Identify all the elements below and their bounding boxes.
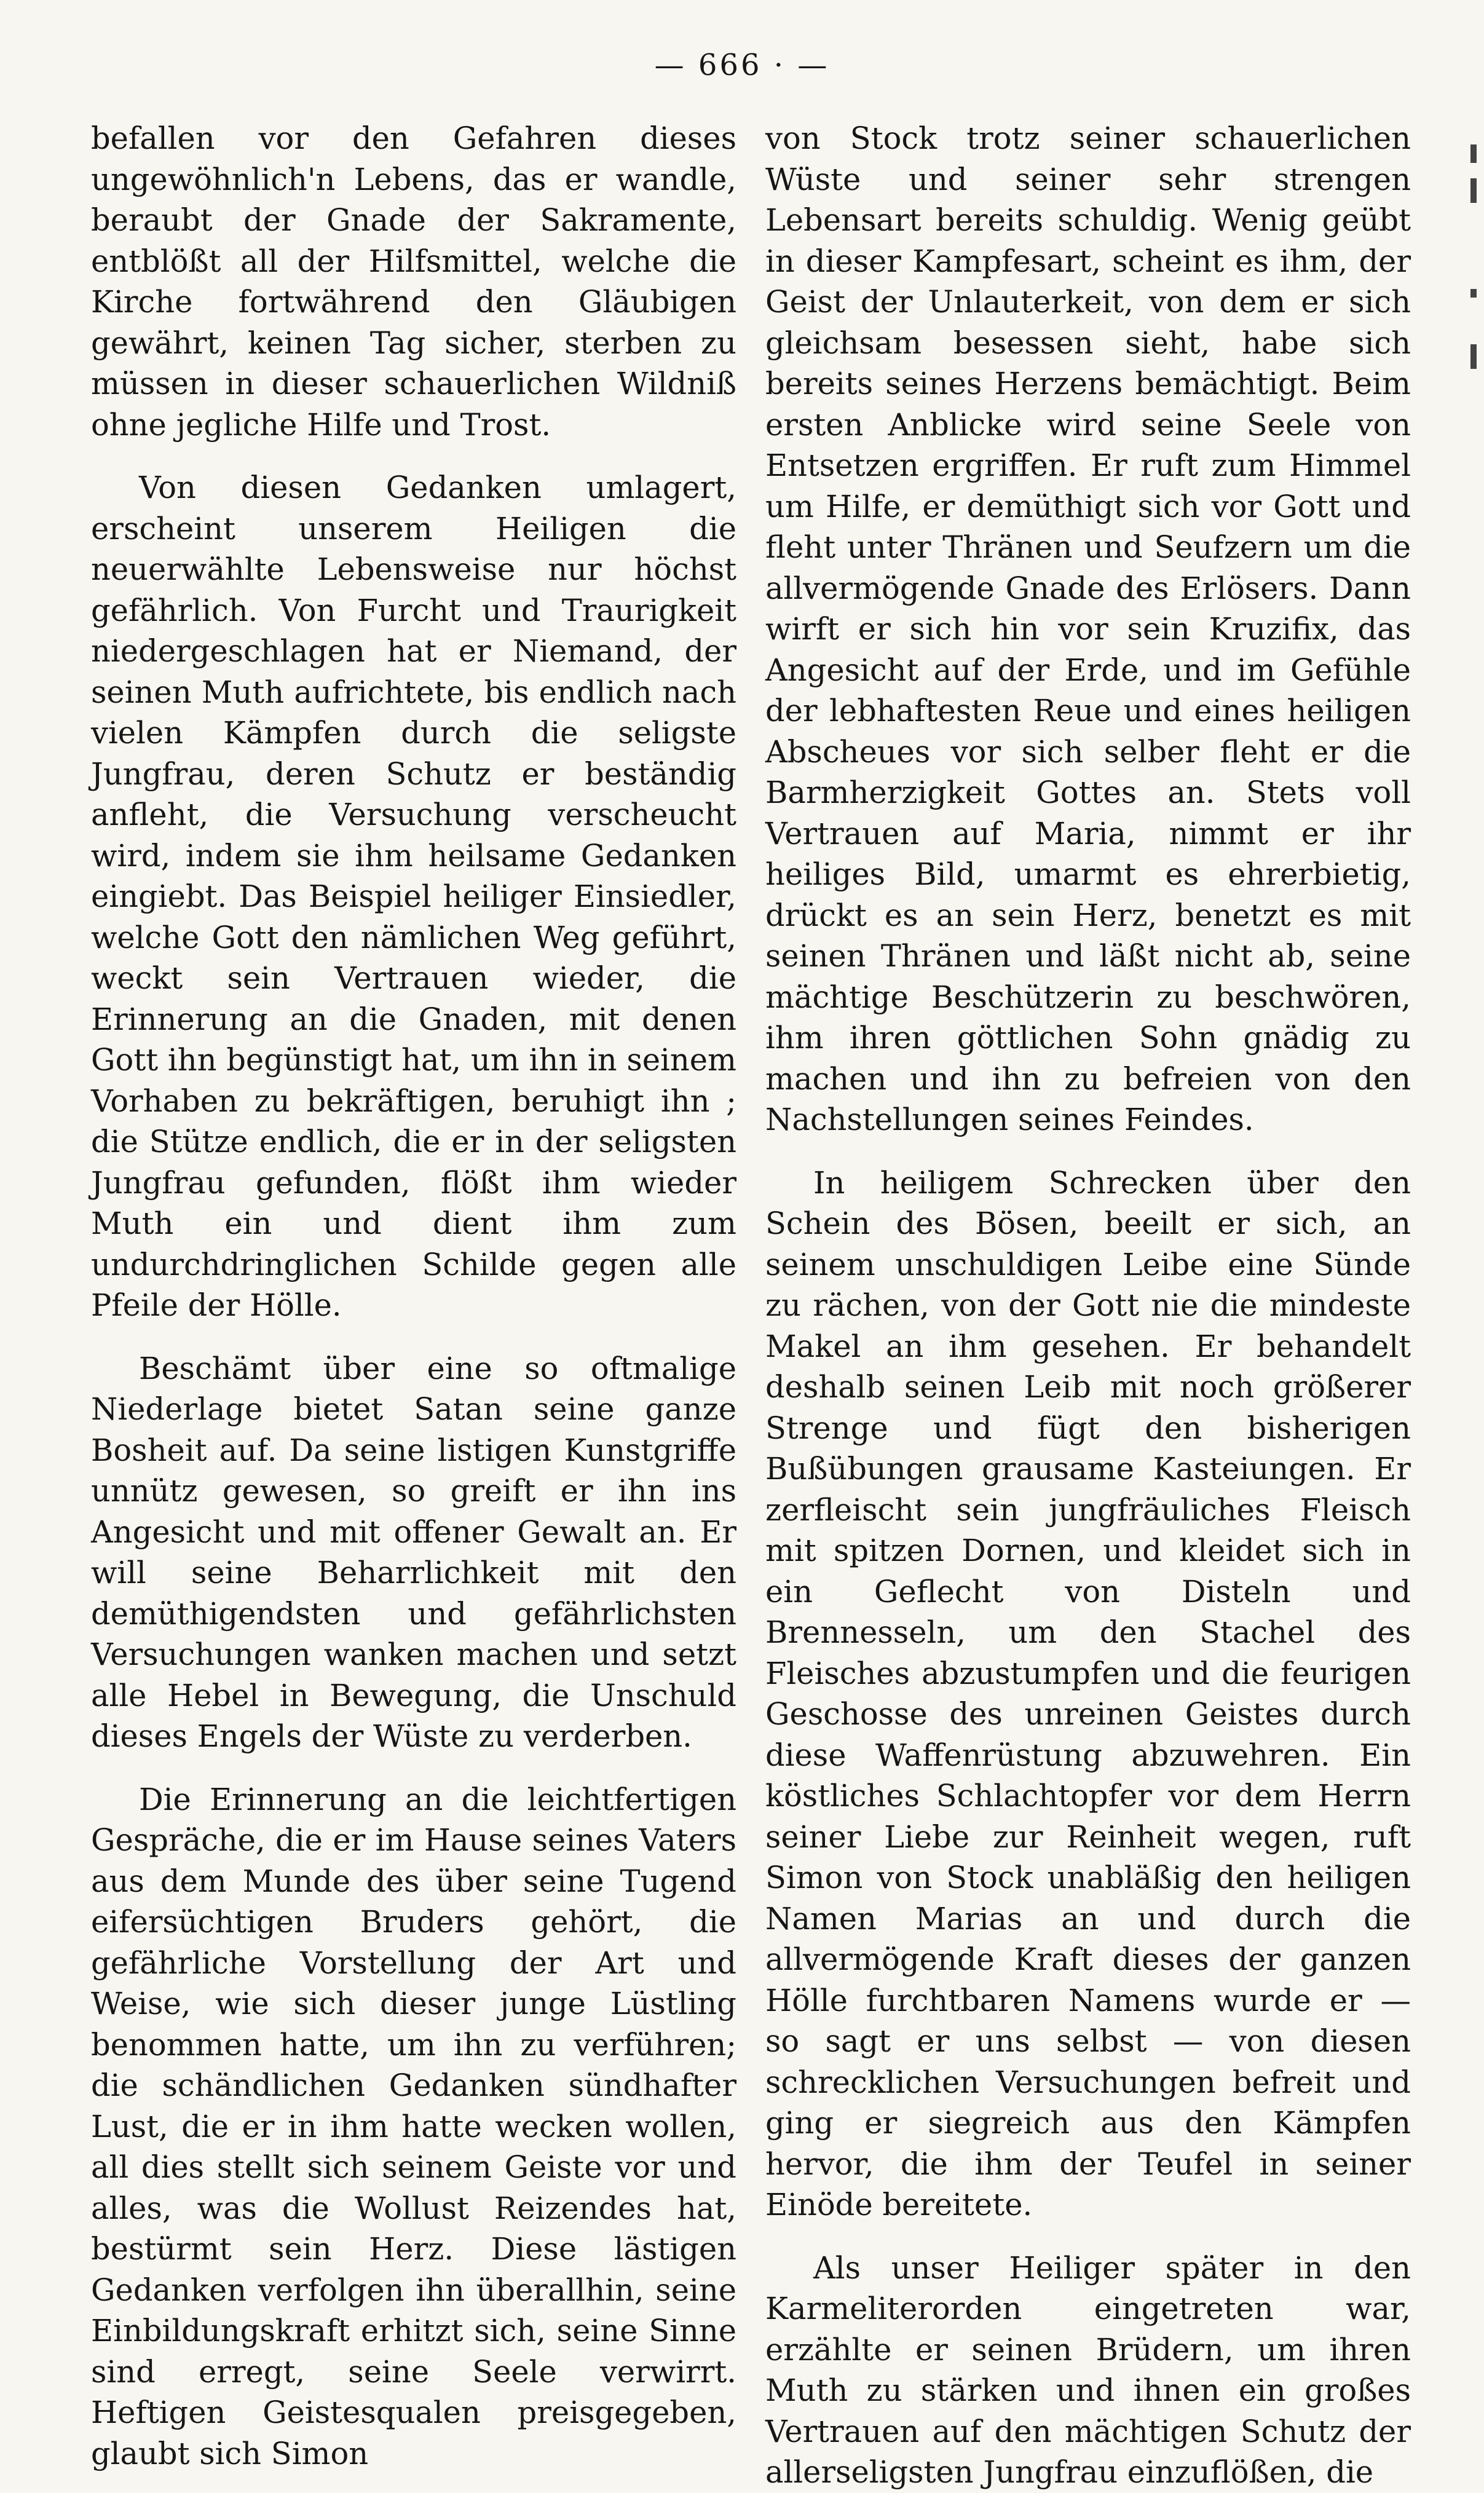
- right-paragraph-1: von Stock trotz seiner schauerlichen Wüste und seiner sehr strengen Lebensart bereits schuldig. Wenig geübt in dieser Kampfesart, scheint es ihm, der Geist der Unlauterkeit, von dem er sich gleichsam besessen sieht, habe sich bereits seines Herzens bemächtigt. Beim ersten Anblicke wird seine Seele von Entsetzen ergriffen. Er ruft zum Himmel um Hilfe, er demüthigt sich vor Gott und fleht unter Thränen und Seufzern um die allvermögende Gnade des Erlösers. Dann wirft er sich hin vor sein Kruzifix, das Angesicht auf der Erde, und im Gefühle der lebhaftesten Reue und eines heiligen Abscheues vor sich selber fleht er die Barmherzigkeit Gottes an. Stets voll Vertrauen auf Maria, nimmt er ihr heiliges Bild, umarmt es ehrerbietig, drückt es an sein Herz, benetzt es mit seinen Thränen und läßt nicht ab, seine mächtige Beschützerin zu beschwören, ihm ihren göttlichen Sohn gnädig zu machen und ihn zu befreien von den Nachstellungen seines Feindes.: [765, 121, 1411, 1137]
- page-number: — 666 · —: [654, 48, 830, 82]
- right-paragraph-2: In heiligem Schrecken über den Schein des Bösen, beeilt er sich, an seinem unschuldigen Leibe eine Sünde zu rächen, von der Gott nie die mindeste Makel an ihm gesehen. Er behandelt deshalb seinen Leib mit noch größerer Strenge und fügt den bisherigen Bußübungen grausame Kasteiungen. Er zerfleischt sein jungfräuliches Fleisch mit spitzen Dornen, und kleidet sich in ein Geflecht von Disteln und Brennesseln, um den Stachel des Fleisches abzustumpfen und die feurigen Geschosse des unreinen Geistes durch diese Waffenrüstung abzuwehren. Ein köstliches Schlachtopfer vor dem Herrn seiner Liebe zur Reinheit wegen, ruft Simon von Stock unabläßig den heiligen Namen Marias an und durch die allvermögende Kraft dieses der ganzen Hölle furchtbaren Namens wurde er — so sagt er uns selbst — von diesen schrecklichen Versuchungen befreit und ging er siegreich aus den Kämpfen hervor, die ihm der Teufel in seiner Einöde bereitete.: [765, 1164, 1411, 2222]
- left-paragraph-3: Beschämt über eine so oftmalige Niederlage bietet Satan seine ganze Bosheit auf. Da seine listigen Kunstgriffe unnütz gewesen, so greift er ihn ins Angesicht und mit offener Gewalt an. Er will seine Beharrlichkeit mit den demüthigendsten und gefährlichsten Versuchungen wanken machen und setzt alle Hebel in Bewegung, die Unschuld dieses Engels der Wüste zu verderben.: [91, 1350, 736, 1754]
- left-paragraph-2: Von diesen Gedanken umlagert, erscheint unserem Heiligen die neuerwählte Lebensweise nur höchst gefährlich. Von Furcht und Traurigkeit niedergeschlagen hat er Niemand, der seinen Muth aufrichtete, bis endlich nach vielen Kämpfen durch die seligste Jungfrau, deren Schutz er beständig anfleht, die Versuchung verscheucht wird, indem sie ihm heilsame Gedanken eingiebt. Das Beispiel heiliger Einsiedler, welche Gott den nämlichen Weg geführt, weckt sein Vertrauen wieder, die Erinnerung an die Gnaden, mit denen Gott ihn begünstigt hat, um ihn in seinem Vorhaben zu bekräftigen, beruhigt ihn ; die Stütze endlich, die er in der seligsten Jungfrau gefunden, flößt ihm wieder Muth ein und dient ihm zum undurchdringlichen Schilde gegen alle Pfeile der Hölle.: [91, 470, 736, 1323]
- left-paragraph-4: Die Erinnerung an die leichtfertigen Gespräche, die er im Hause seines Vaters aus dem Munde des über seine Tugend eifersüchtigen Bruders gehört, die gefährliche Vorstellung der Art und Weise, wie sich dieser junge Lüstling benommen hatte, um ihn zu verführen; die schändlichen Gedanken sündhafter Lust, die er in ihm hatte wecken wollen, all dies stellt sich seinem Geiste vor und alles, was die Wollust Reizendes hat, bestürmt sein Herz. Diese lästigen Gedanken verfolgen ihn überallhin, seine Einbildungskraft erhitzt sich, seine Sinne sind erregt, seine Seele verwirrt. Heftigen Geistesqualen preisgegeben, glaubt sich Simon: [91, 1781, 736, 2471]
- margin-mark: [1470, 344, 1477, 369]
- margin-mark: [1470, 144, 1477, 163]
- left-paragraph-1: befallen vor den Gefahren dieses ungewöhnlich'n Lebens, das er wandle, beraubt der Gnade der Sakramente, entblößt all der Hilfsmittel, welche die Kirche fortwährend den Gläubigen gewährt, keinen Tag sicher, sterben zu müssen in dieser schauerlichen Wildniß ohne jegliche Hilfe und Trost.: [91, 121, 736, 443]
- margin-mark: [1470, 289, 1477, 298]
- right-column: [765, 118, 1411, 2493]
- right-paragraph-3: Als unser Heiliger später in den Karmeliterorden eingetreten war, erzählte er seinen Brüdern, um ihren Muth zu stärken und ihnen ein großes Vertrauen auf den mächtigen Schutz der allerseligsten Jungfrau einzuflößen, die: [765, 2250, 1411, 2490]
- left-column: [91, 118, 736, 2474]
- margin-mark: [1470, 178, 1477, 203]
